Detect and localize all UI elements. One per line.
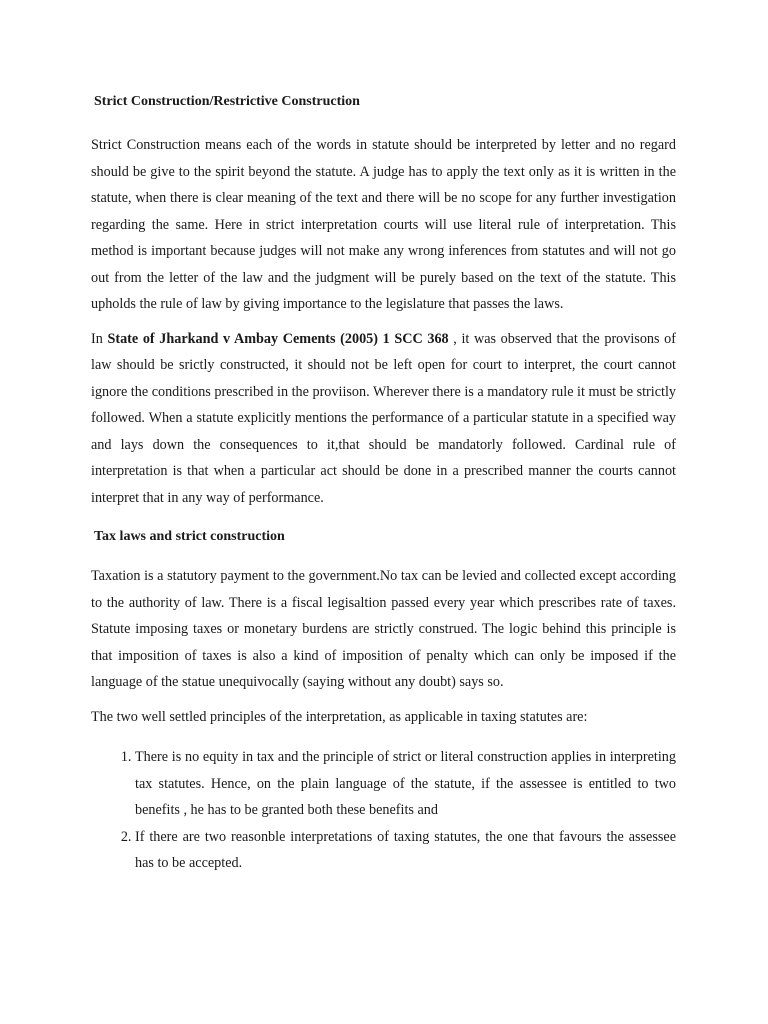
list-item: 1. There is no equity in tax and the principle of strict or literal construction applies in interpreting tax statutes. Hence, on the plain language of the statute, if the assessee is entitled to two benefits , he has to be granted both these benefits and [135,744,676,824]
paragraph-strict-construction-definition: Strict Construction means each of the words in statute should be interpreted by letter and no regard should be give to the spirit beyond the statute. A judge has to apply the text only as it is written in the statute, when there is clear meaning of the text and there will be no scope for any further investigation regarding the same. Here in strict interpretation courts will use literal rule of interpretation. This method is important because judges will not make any wrong inferences from statutes and will not go out from the letter of the law and the judgment will be purely based on the text of the statute. This upholds the rule of law by giving importance to the legislature that passes the laws. [91,137,676,312]
section-heading-tax-laws: Tax laws and strict construction [94,529,285,544]
paragraph-principles-intro: The two well settled principles of the interpretation, as applicable in taxing statutes are: [91,708,588,725]
paragraph-case-ambay-cements [91,326,676,512]
principles-list [91,744,676,877]
paragraph-prefix: In [91,330,108,347]
paragraph-taxation-definition: Taxation is a statutory payment to the government.No tax can be levied and collected except according to the authority of law. There is a fiscal legisaltion passed every year which prescribes rate of taxes. Statute imposing taxes or monetary burdens are strictly construed. The logic behind this principle is that imposition of taxes is also a kind of imposition of penalty which can only be imposed if the language of the statue unequivocally (saying without any doubt) says so. [91,568,676,690]
section-heading-strict-construction: Strict Construction/Restrictive Construction [94,94,360,109]
document-page [91,90,676,877]
list-item: 2. If there are two reasonble interpretations of taxing statutes, the one that favours the assessee has to be accepted. [135,824,676,877]
paragraph-body: , it was observed that the provisons of law should be srictly constructed, it should not be left open for court to interpret, the court cannot ignore the conditions prescribed in the proviison. Wherever there is a mandatory rule it must be strictly followed. When a statute explicitly mentions the performance of a particular statute in a specified way and lays down the consequences to it,that should be mandatorly followed. Cardinal rule of interpretation is that when a particular act should be done in a prescribed manner the courts cannot interpret that in any way of performance. [91,330,676,506]
case-citation: State of Jharkand v Ambay Cements (2005) 1 SCC 368 [107,330,449,347]
